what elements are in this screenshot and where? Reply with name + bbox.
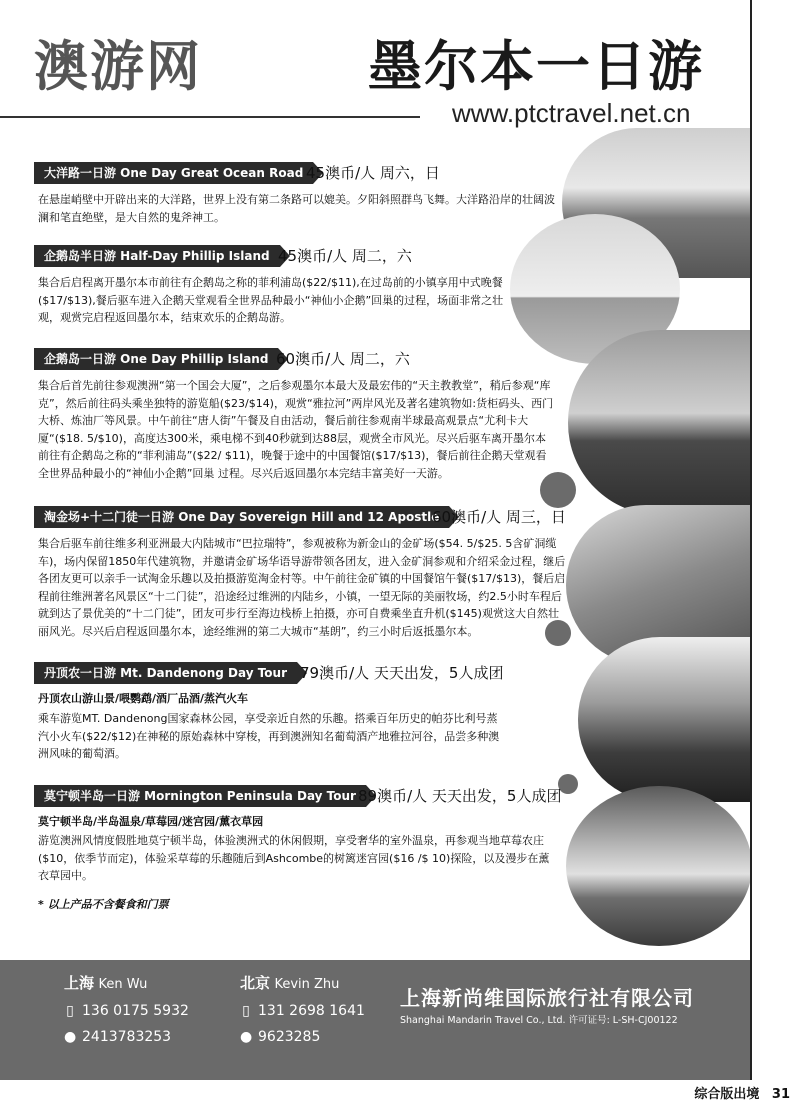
section-name: 综合版出境 [694, 1087, 760, 1102]
contact-shanghai [64, 970, 189, 1050]
contact-qq[interactable]: 2413783253 [82, 1029, 172, 1045]
contact-beijing [240, 970, 365, 1050]
tour-price: 45澳币/人 周六，日 [306, 164, 440, 182]
tour-price: 60澳币/人 周二，六 [276, 350, 410, 368]
qq-icon: ● [240, 1029, 253, 1045]
tour-name: 企鹅岛一日游 One Day Phillip Island [34, 348, 278, 370]
tour-highlights: 莫宁顿半岛/半岛温泉/草莓园/迷宫园/薰衣草园 [38, 815, 264, 828]
contact-qq[interactable]: 9623285 [258, 1029, 321, 1045]
qq-icon: ● [64, 1029, 77, 1045]
tour-description: 集合后启程离开墨尔本市前往有企鹅岛之称的菲利浦岛($22/$11),在过岛前的小镇享用中式晚餐($17/$13),餐后驱车进入企鹅天堂观看全世界品种最小“神仙小企鹅”回巢的过程，场面非常之壮观，观赏完启程返回墨尔本，结束欢乐的企鹅岛游。 [38, 276, 504, 324]
contact-city: 北京 [240, 974, 271, 992]
contact-city: 上海 [64, 974, 95, 992]
tour-price: 60澳币/人 周三，日 [432, 508, 566, 526]
brand-logo-text: 澳游网 [34, 35, 202, 98]
peninsula-landscape-photo [566, 786, 752, 946]
website-link[interactable]: www.ptctravel.net.cn [452, 98, 691, 128]
contact-name: Ken Wu [98, 977, 148, 992]
tour-description: 集合后驱车前往维多利亚洲最大内陆城市“巴拉瑞特”，参观被称为新金山的金矿场($54. 5/$25. 5含矿洞缆车)，场内保留1850年代建筑物，并邀请金矿场华语导游带领各团友，进入金矿洞参观和介绍采金过程，继后各团友更可以亲手一试淘金乐趣以及拍摄游览淘金村等。中午前往金矿镇的中国餐馆午餐($17/$13)，餐后启程前往维洲著名风景区“十二门徒”，沿途经过维洲的内陆乡，小镇，一望无际的美丽牧场，约2.5小时车程后就到达了景优美的“十二门徒”，团友可步行至海边栈桥上拍摄，亦可自费乘坐直升机($145)观赏这大自然壮丽风光。尽兴后启程返回墨尔本，途经维洲的第二大城市“基朗”，约三小时后返抵墨尔本。 [38, 537, 566, 638]
contact-phone[interactable]: 136 0175 5932 [82, 1003, 189, 1019]
tour-description: 游览澳洲风情度假胜地莫宁顿半岛，体验澳洲式的休闲假期，享受奢华的室外温泉，再参观当地草莓农庄($10，依季节而定)，体验采草莓的乐趣随后到Ashcombe的树篱迷宫园($16 /$ 10)探险，以及漫步在薰衣草园中。 [38, 834, 550, 882]
company-name: 上海新尚维国际旅行社有限公司 [400, 986, 694, 1010]
phone-icon: ▯ [66, 1003, 74, 1019]
tour-description: 集合后首先前往参观澳洲“第一个国会大厦”，之后参观墨尔本最大及最宏伟的“天主教教堂”，稍后参观“库克”，然后前往码头乘坐独特的游览船($23/$14)，观赏“雅拉河”两岸风光及著名建筑物如:货柜码头、西门大桥、炼油厂等风景。中午前往“唐人街”午餐及自由活动，餐后前往参观南半球最高观景点“尤利卡大厦“($18. 5/$10)，高度达300米，乘电梯不到40秒就到达88层，观赏全市风光。尽兴后驱车离开墨尔本前往有企鹅岛之称的“菲利浦岛”($22/ $11)，晚餐于途中的中国餐馆($17/$13)，餐后前往企鹅天堂观看全世界品种最小的“神仙小企鹅”回巢 过程。尽兴后返回墨尔本完结丰富美好一天游。 [38, 379, 554, 480]
tour-description: 乘车游览MT. Dandenong国家森林公园，享受亲近自然的乐趣。搭乘百年历史的帕芬比利号蒸汽小火车($22/$12)在神秘的原始森林中穿梭，再到澳洲知名葡萄酒产地雅拉河谷，品尝多种澳洲风味的葡萄酒。 [38, 712, 500, 760]
tour-price: 45澳币/人 周二，六 [278, 247, 412, 265]
tour-name: 丹顶农一日游 Mt. Dandenong Day Tour [34, 662, 297, 684]
melbourne-skyline-photo [568, 330, 752, 515]
tour-name: 莫宁顿半岛一日游 Mornington Peninsula Day Tour [34, 785, 366, 807]
tour-price: 89澳币/人 天天出发，5人成团 [358, 787, 562, 805]
page-title: 墨尔本一日游 [368, 35, 704, 98]
tour-description: 在悬崖峭壁中开辟出来的大洋路，世界上没有第二条路可以媲美。夕阳斜照群鸟飞舞。大洋路沿岸的壮阔波澜和笔直绝壁，是大自然的鬼斧神工。 [38, 193, 555, 224]
tour-highlights: 丹顶农山游山景/喂鹦鹉/酒厂品酒/蒸汽火车 [38, 692, 249, 705]
footnote: * 以上产品不含餐食和门票 [38, 898, 169, 911]
phone-icon: ▯ [242, 1003, 250, 1019]
page-number: 31 [771, 1087, 790, 1102]
tour-name: 淘金场+十二门徒一日游 One Day Sovereign Hill and 12 Apostle [34, 506, 449, 528]
tour-price: 79澳币/人 天天出发，5人成团 [300, 664, 504, 682]
tour-name: 企鹅岛半日游 Half-Day Phillip Island [34, 245, 280, 267]
contact-footer [0, 960, 752, 1080]
contact-phone[interactable]: 131 2698 1641 [258, 1003, 365, 1019]
steam-train-photo [578, 637, 752, 802]
page-footer [694, 1083, 790, 1102]
tour-name: 大洋路一日游 One Day Great Ocean Road [34, 162, 313, 184]
contact-name: Kevin Zhu [274, 977, 340, 992]
header-divider [0, 116, 420, 118]
company-name-english: Shanghai Mandarin Travel Co., Ltd. 许可证号: L-SH-CJ00122 [400, 1015, 678, 1026]
